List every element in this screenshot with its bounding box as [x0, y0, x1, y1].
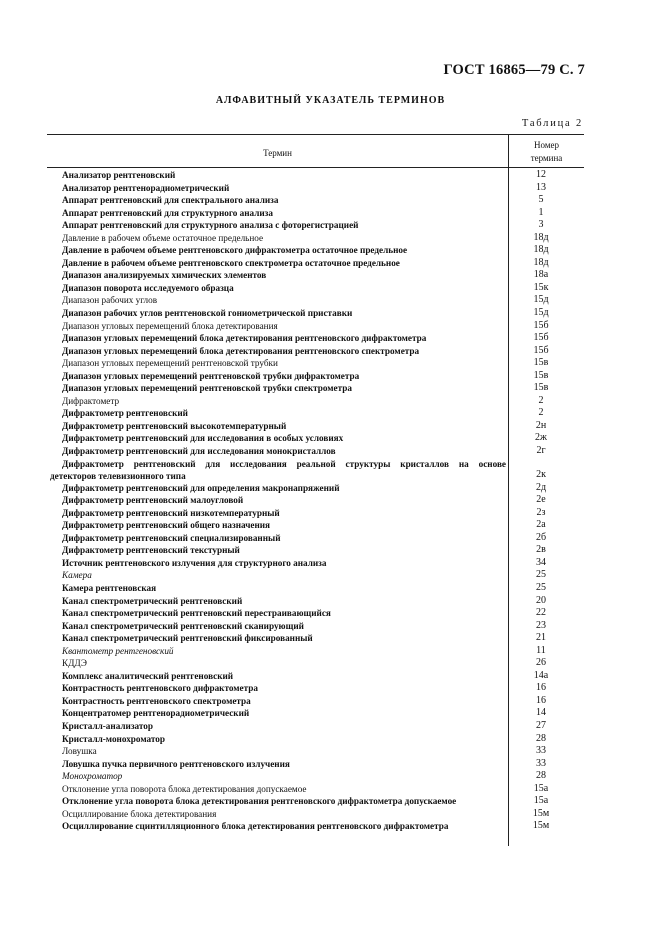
term-cell: Канал спектрометрический рентгеновский перестраивающийся [62, 608, 331, 619]
term-number-cell: 2к [536, 468, 546, 480]
section-title: АЛФАВИТНЫЙ УКАЗАТЕЛЬ ТЕРМИНОВ [215, 95, 446, 106]
table-label: Таблица 2 [521, 118, 583, 129]
term-cell: Дифрактометр рентгеновский для исследования в особых условиях [62, 433, 344, 444]
term-number-cell: 11 [536, 644, 546, 656]
term-cell: Камера рентгеновская [62, 582, 157, 593]
term-cell: Аппарат рентгеновский для структурного анализа [62, 207, 273, 218]
term-cell: Контрастность рентгеновского спектрометра [62, 695, 251, 706]
term-cell: Кристалл-монохроматор [62, 733, 165, 744]
table-row [0, 645, 661, 658]
term-cell: Дифрактометр рентгеновский высокотемпературный [62, 420, 287, 431]
term-cell: Диапазон угловых перемещений рентгеновской трубки дифрактометра [62, 370, 360, 381]
table-row [0, 407, 661, 420]
table-row [0, 332, 661, 345]
term-number-cell: 3 [538, 219, 544, 231]
table-row [0, 370, 661, 383]
table-row [0, 544, 661, 557]
term-number-cell: 16 [536, 694, 546, 706]
table-row [0, 820, 661, 833]
term-number-cell: 28 [536, 732, 546, 744]
term-cell: Диапазон угловых перемещений блока детектирования рентгеновского спектрометра [62, 345, 420, 356]
term-number-cell: 34 [536, 556, 546, 568]
term-cell: Давление в рабочем объеме рентгеновского спектрометра остаточное предельное [62, 257, 400, 268]
table-row [0, 320, 661, 333]
term-number-cell: 15к [533, 281, 549, 293]
table-row [0, 432, 661, 445]
term-cell: Анализатор рентгенорадиометрический [62, 182, 230, 193]
table-row [0, 482, 661, 495]
term-number-cell: 26 [536, 657, 546, 669]
table-row [0, 657, 661, 670]
term-number-cell: 20 [536, 594, 546, 606]
table-row [0, 207, 661, 220]
term-cell: Осциллирование блока детектирования [62, 808, 217, 819]
table-row [0, 345, 661, 358]
table-row [0, 244, 661, 257]
table-row [0, 182, 661, 195]
term-number-cell: 18д [533, 231, 549, 243]
table-row [0, 770, 661, 783]
term-cell: Дифрактометр рентгеновский низкотемпературный [62, 507, 280, 518]
table-row [0, 532, 661, 545]
term-number-cell: 18д [533, 244, 549, 256]
table-row [0, 257, 661, 270]
term-number-cell: 25 [536, 569, 546, 581]
term-cell: Отклонение угла поворота блока детектирования допускаемое [62, 783, 307, 794]
table-row [0, 445, 661, 458]
term-number-cell: 2н [535, 419, 547, 431]
column-header-number-line2: термина [530, 153, 563, 163]
table-row [0, 395, 661, 408]
term-cell: Дифрактометр рентгеновский для исследования монокристаллов [62, 446, 336, 457]
term-number-cell: 12 [536, 169, 546, 180]
term-number-cell: 15б [533, 332, 549, 344]
term-number-cell: 27 [536, 719, 546, 731]
term-cell: Монохроматор [62, 771, 123, 782]
term-cell: Квантометр рентгеновский [62, 645, 174, 656]
table-row [0, 595, 661, 608]
table-row [0, 232, 661, 245]
term-cell: Дифрактометр рентгеновский общего назначения [62, 520, 271, 531]
table-row [0, 682, 661, 695]
term-cell: Диапазон поворота исследуемого образца [62, 282, 234, 293]
term-number-cell: 2а [536, 519, 546, 531]
term-cell: Диапазон угловых перемещений рентгеновской трубки [62, 358, 278, 369]
term-number-cell: 15д [533, 307, 549, 319]
term-number-cell: 2 [538, 394, 544, 406]
term-number-cell: 2е [536, 494, 546, 506]
table-row [0, 382, 661, 395]
term-cell: Дифрактометр рентгеновский специализированный [62, 532, 281, 543]
table-row [0, 458, 661, 482]
term-number-cell: 15б [533, 319, 549, 331]
term-number-cell: 15м [532, 820, 550, 832]
table-row [0, 808, 661, 821]
term-cell: Кристалл-анализатор [62, 720, 153, 731]
term-number-cell: 18а [533, 269, 549, 281]
term-number-cell: 15а [533, 795, 549, 807]
term-cell: Дифрактометр рентгеновский для определения макронапряжений [62, 482, 340, 493]
column-header-number-line1: Номер [533, 140, 560, 150]
term-number-cell: 14 [536, 707, 546, 719]
term-number-cell: 15в [533, 369, 549, 381]
term-cell: Анализатор рентгеновский [62, 170, 176, 180]
term-number-cell: 2 [538, 407, 544, 419]
term-cell: Диапазон рабочих углов [62, 295, 158, 306]
term-number-cell: 14а [533, 669, 549, 681]
term-cell: Источник рентгеновского излучения для структурного анализа [62, 557, 327, 568]
table-row [0, 745, 661, 758]
table-row [0, 494, 661, 507]
table-row [0, 582, 661, 595]
term-cell: Давление в рабочем объеме остаточное предельное [62, 232, 264, 243]
table-row [0, 569, 661, 582]
term-number-cell: 21 [536, 632, 546, 644]
term-cell: Аппарат рентгеновский для спектрального анализа [62, 195, 279, 206]
table-row [0, 758, 661, 771]
term-number-cell: 16 [536, 682, 546, 694]
term-cell: КДДЭ [62, 658, 87, 669]
term-cell: Дифрактометр [62, 395, 120, 406]
term-cell: Давление в рабочем объеме рентгеновского дифрактометра остаточное предельное [62, 245, 408, 256]
term-number-cell: 2в [536, 544, 546, 556]
term-number-cell: 15в [533, 382, 549, 394]
term-number-cell: 5 [538, 194, 544, 206]
term-number-cell: 1 [538, 206, 544, 218]
table-row [0, 307, 661, 320]
table-row [0, 632, 661, 645]
term-number-cell: 15б [533, 344, 549, 356]
table-row [0, 357, 661, 370]
table-row [0, 707, 661, 720]
term-number-cell: 22 [536, 607, 546, 619]
term-number-cell: 28 [536, 770, 546, 782]
term-number-cell: 23 [536, 619, 546, 631]
table-row [0, 783, 661, 796]
term-cell: Диапазон угловых перемещений блока детектирования [62, 320, 278, 331]
term-cell [50, 458, 506, 483]
term-number-cell: 2г [536, 445, 546, 457]
terms-table-body [0, 169, 661, 833]
term-number-cell: 15а [533, 782, 549, 794]
term-cell: Камера [62, 570, 92, 581]
table-row [0, 219, 661, 232]
term-cell: Ловушка пучка первичного рентгеновского излучения [62, 758, 290, 769]
term-number-cell: 33 [536, 757, 546, 769]
term-cell: Концентратомер рентгенорадиометрический [62, 708, 250, 719]
table-row [0, 519, 661, 532]
term-number-cell: 25 [536, 581, 546, 593]
term-number-cell: 2з [536, 506, 546, 518]
term-cell: Канал спектрометрический рентгеновский фиксированный [62, 633, 313, 644]
term-cell: Осциллирование сцинтилляционного блока детектирования рентгеновского дифрактометра [62, 821, 449, 832]
column-header-number [509, 139, 584, 165]
term-number-cell: 15в [533, 357, 549, 369]
term-cell: Дифрактометр рентгеновский малоугловой [62, 495, 244, 506]
table-row [0, 795, 661, 808]
table-row [0, 670, 661, 683]
table-row [0, 620, 661, 633]
table-row [0, 269, 661, 282]
table-header-rule [47, 167, 584, 168]
table-row [0, 695, 661, 708]
term-cell: Диапазон угловых перемещений рентгеновской трубки спектрометра [62, 383, 352, 394]
table-row [0, 294, 661, 307]
term-number-cell: 33 [536, 745, 546, 757]
table-row [0, 557, 661, 570]
term-cell: Канал спектрометрический рентгеновский сканирующий [62, 620, 304, 631]
term-number-cell: 2ж [535, 432, 547, 444]
term-cell: Аппарат рентгеновский для структурного анализа с фоторегистрацией [62, 220, 359, 231]
table-row [0, 169, 661, 182]
term-number-cell: 18д [533, 256, 549, 268]
term-number-cell: 2д [535, 481, 547, 493]
term-cell: Ловушка [62, 746, 97, 757]
term-cell: Диапазон угловых перемещений блока детектирования рентгеновского дифрактометра [62, 333, 427, 344]
term-cell: Дифрактометр рентгеновский текстурный [62, 545, 240, 556]
term-cell: Комплекс аналитический рентгеновский [62, 670, 234, 681]
table-row [0, 607, 661, 620]
table-row [0, 507, 661, 520]
term-number-cell: 15м [532, 807, 550, 819]
term-cell: Контрастность рентгеновского дифрактометра [62, 683, 258, 694]
document-header: ГОСТ 16865—79 С. 7 [443, 62, 585, 78]
term-number-cell: 2б [535, 531, 547, 543]
term-cell: Дифрактометр рентгеновский [62, 408, 188, 419]
term-cell: Диапазон анализируемых химических элементов [62, 270, 267, 281]
term-cell: Канал спектрометрический рентгеновский [62, 595, 243, 606]
table-row [0, 733, 661, 746]
table-row [0, 720, 661, 733]
term-text-line2: детекторов телевизионного типа [50, 471, 186, 482]
column-header-term: Термин [263, 148, 292, 158]
term-cell: Отклонение угла поворота блока детектирования рентгеновского дифрактометра допускаемое [62, 796, 457, 807]
table-row [0, 420, 661, 433]
term-text-line1: Дифрактометр рентгеновский для исследования реальной структуры кристаллов на основе [62, 458, 506, 469]
table-row [0, 194, 661, 207]
term-number-cell: 15д [533, 294, 549, 306]
term-cell: Диапазон рабочих углов рентгеновской гониометрической приставки [62, 308, 353, 319]
table-row [0, 282, 661, 295]
term-number-cell: 13 [536, 181, 546, 193]
table-top-rule [47, 134, 584, 135]
